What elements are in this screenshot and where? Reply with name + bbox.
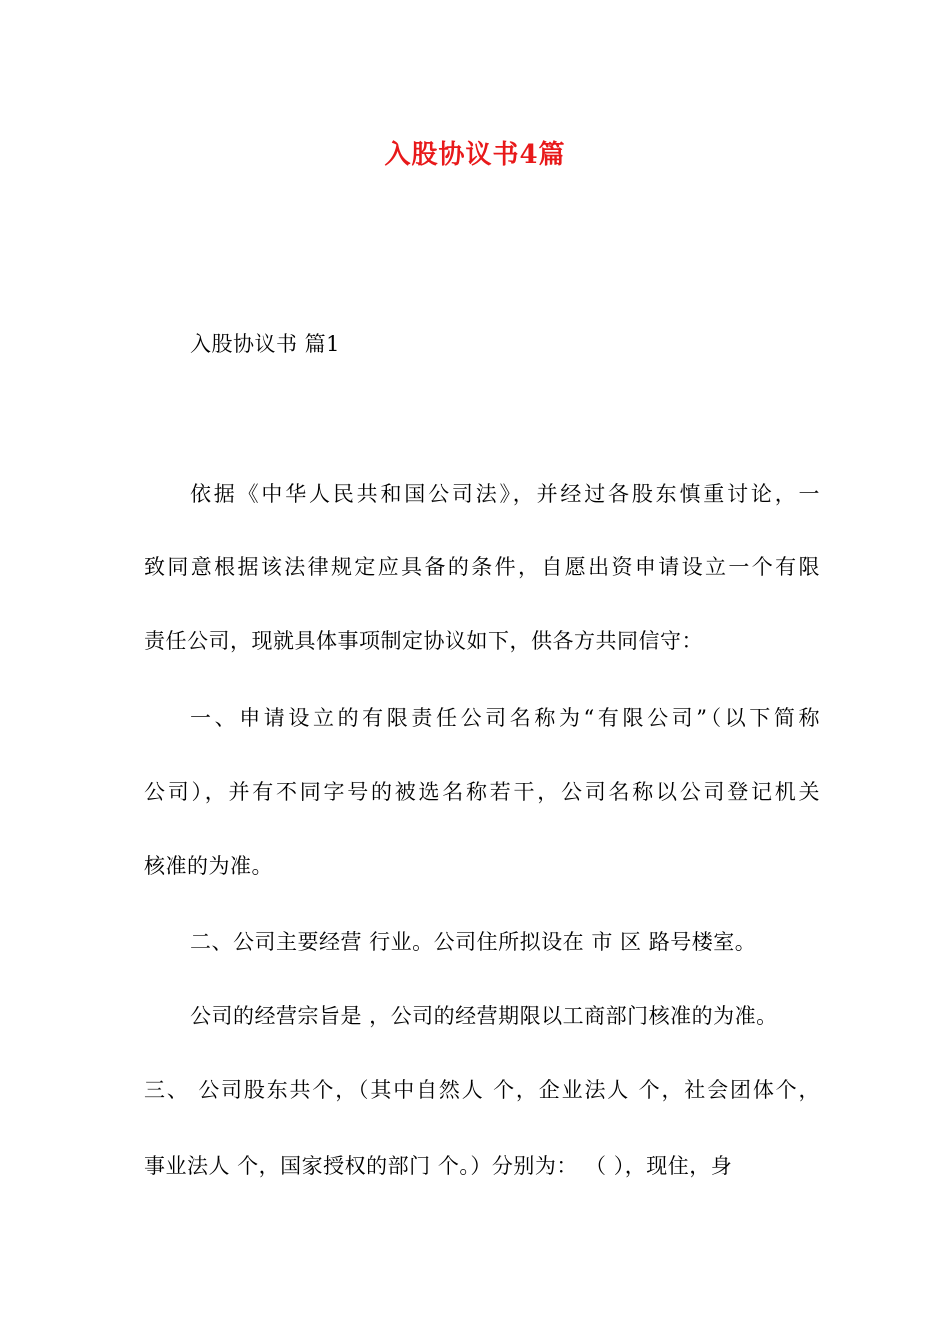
paragraph-line: 公司），并有不同字号的被选名称若干，公司名称以公司登记机关: [144, 780, 820, 804]
paragraph-line: 事业法人 个，国家授权的部门 个。）分别为： （ ），现住，身: [144, 1154, 733, 1178]
section-heading: 入股协议书 篇1: [190, 332, 341, 356]
paragraph-line: 一、申请设立的有限责任公司名称为“有限公司”（以下简称: [190, 706, 820, 730]
paragraph-line: 公司的经营宗旨是 ，公司的经营期限以工商部门核准的为准。: [190, 1004, 778, 1028]
paragraph-line: 二、公司主要经营 行业。公司住所拟设在 市 区 路号楼室。: [190, 930, 757, 954]
paragraph-line: 责任公司，现就具体事项制定协议如下，供各方共同信守：: [144, 629, 703, 653]
paragraph-line: 致同意根据该法律规定应具备的条件，自愿出资申请设立一个有限: [144, 555, 820, 579]
document-title: 入股协议书4篇: [384, 140, 566, 170]
paragraph-line: 三、 公司股东共个，（其中自然人 个，企业法人 个，社会团体个，: [144, 1078, 820, 1102]
paragraph-line: 依据《中华人民共和国公司法》，并经过各股东慎重讨论，一: [190, 482, 820, 506]
paragraph-line: 核准的为准。: [144, 854, 273, 878]
